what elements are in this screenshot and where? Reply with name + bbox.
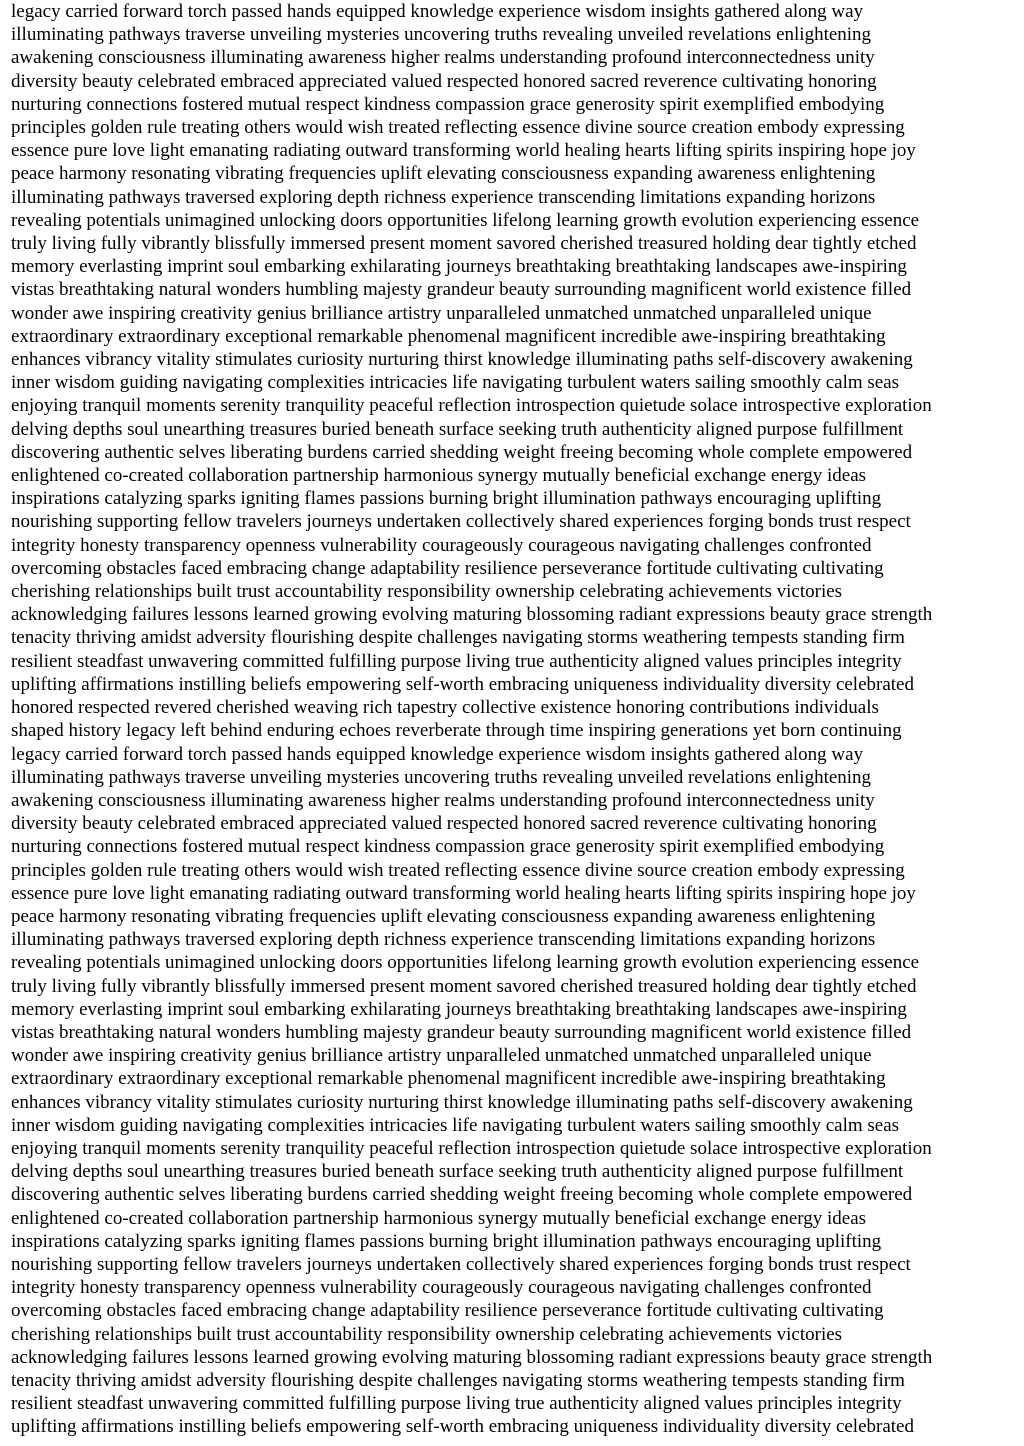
text-line: tenacity thriving amidst adversity flourishing despite challenges navigating storms weathering tempests standing firm	[11, 1369, 905, 1391]
body-text	[11, 0, 1021, 1439]
text-line: enhances vibrancy vitality stimulates curiosity nurturing thirst knowledge illuminating paths self-discovery awakening	[11, 349, 913, 371]
text-line: awakening consciousness illuminating awareness higher realms understanding profound interconnectedness unity	[11, 47, 875, 69]
text-line: memory everlasting imprint soul embarking exhilarating journeys breathtaking breathtaking landscapes awe-inspiring	[11, 256, 907, 278]
text-line: enlightened co-created collaboration partnership harmonious synergy mutually beneficial exchange energy ideas	[11, 1207, 867, 1229]
text-line: integrity honesty transparency openness vulnerability courageously courageous navigating challenges confronted	[11, 1277, 872, 1299]
text-line: inner wisdom guiding navigating complexities intricacies life navigating turbulent waters sailing smoothly calm seas	[11, 372, 900, 394]
text-line: acknowledging failures lessons learned growing evolving maturing blossoming radiant expressions beauty grace strength	[11, 604, 933, 626]
text-line: essence pure love light emanating radiating outward transforming world healing hearts lifting spirits inspiring hope joy	[11, 140, 916, 162]
text-line: enjoying tranquil moments serenity tranquility peaceful reflection introspection quietude solace introspective exploration	[11, 1137, 932, 1159]
text-line: wonder awe inspiring creativity genius brilliance artistry unparalleled unmatched unmatched unparalleled unique	[11, 302, 872, 324]
text-line: essence pure love light emanating radiating outward transforming world healing hearts lifting spirits inspiring hope joy	[11, 882, 916, 904]
text-line: principles golden rule treating others would wish treated reflecting essence divine source creation embody expressing	[11, 117, 905, 139]
text-line: uplifting affirmations instilling beliefs empowering self-worth embracing uniqueness individuality diversity celebrated	[11, 673, 914, 695]
text-line: truly living fully vibrantly blissfully immersed present moment savored cherished treasured holding dear tightly etched	[11, 233, 917, 255]
text-line: extraordinary extraordinary exceptional remarkable phenomenal magnificent incredible awe-inspiring breathtaking	[11, 1068, 886, 1090]
text-line: inspirations catalyzing sparks igniting flames passions burning bright illumination pathways encouraging uplifting	[11, 1230, 882, 1252]
text-line: extraordinary extraordinary exceptional remarkable phenomenal magnificent incredible awe-inspiring breathtaking	[11, 325, 886, 347]
text-line: illuminating pathways traverse unveiling mysteries uncovering truths revealing unveiled revelations enlightening	[11, 24, 872, 46]
text-line: illuminating pathways traverse unveiling mysteries uncovering truths revealing unveiled revelations enlightening	[11, 766, 872, 788]
text-line: illuminating pathways traversed exploring depth richness experience transcending limitations expanding horizons	[11, 929, 876, 951]
text-line: vistas breathtaking natural wonders humbling majesty grandeur beauty surrounding magnificent world existence filled	[11, 279, 912, 301]
text-line: shaped history legacy left behind enduring echoes reverberate through time inspiring generations yet born continuing	[11, 720, 902, 742]
text-line: tenacity thriving amidst adversity flourishing despite challenges navigating storms weathering tempests standing firm	[11, 627, 905, 649]
text-line: resilient steadfast unwavering committed fulfilling purpose living true authenticity aligned values principles integrity	[11, 650, 902, 672]
text-line: nourishing supporting fellow travelers journeys undertaken collectively shared experiences forging bonds trust respect	[11, 511, 911, 533]
text-line: illuminating pathways traversed exploring depth richness experience transcending limitations expanding horizons	[11, 186, 876, 208]
text-line: vistas breathtaking natural wonders humbling majesty grandeur beauty surrounding magnificent world existence filled	[11, 1021, 912, 1043]
text-line: enjoying tranquil moments serenity tranquility peaceful reflection introspection quietude solace introspective exploration	[11, 395, 932, 417]
text-line: principles golden rule treating others would wish treated reflecting essence divine source creation embody expressing	[11, 859, 905, 881]
text-line: uplifting affirmations instilling beliefs empowering self-worth embracing uniqueness individuality diversity celebrated	[11, 1416, 914, 1438]
text-line: peace harmony resonating vibrating frequencies uplift elevating consciousness expanding awareness enlightening	[11, 905, 876, 927]
text-line: integrity honesty transparency openness vulnerability courageously courageous navigating challenges confronted	[11, 534, 872, 556]
text-line: delving depths soul unearthing treasures buried beneath surface seeking truth authenticity aligned purpose fulfillment	[11, 418, 904, 440]
text-line: peace harmony resonating vibrating frequencies uplift elevating consciousness expanding awareness enlightening	[11, 163, 876, 185]
text-line: wonder awe inspiring creativity genius brilliance artistry unparalleled unmatched unmatched unparalleled unique	[11, 1045, 872, 1067]
text-line: truly living fully vibrantly blissfully immersed present moment savored cherished treasured holding dear tightly etched	[11, 975, 917, 997]
text-line: resilient steadfast unwavering committed fulfilling purpose living true authenticity aligned values principles integrity	[11, 1393, 902, 1415]
text-line: cherishing relationships built trust accountability responsibility ownership celebrating achievements victories	[11, 1323, 843, 1345]
text-line: discovering authentic selves liberating burdens carried shedding weight freeing becoming whole complete empowered	[11, 441, 913, 463]
text-line: revealing potentials unimagined unlocking doors opportunities lifelong learning growth evolution experiencing essence	[11, 952, 920, 974]
text-line: overcoming obstacles faced embracing change adaptability resilience perseverance fortitude cultivating cultivating	[11, 1300, 884, 1322]
text-line: legacy carried forward torch passed hands equipped knowledge experience wisdom insights gathered along way	[11, 743, 864, 765]
text-line: overcoming obstacles faced embracing change adaptability resilience perseverance fortitude cultivating cultivating	[11, 557, 884, 579]
text-line: inner wisdom guiding navigating complexities intricacies life navigating turbulent waters sailing smoothly calm seas	[11, 1114, 900, 1136]
text-line: legacy carried forward torch passed hands equipped knowledge experience wisdom insights gathered along way	[11, 1, 864, 22]
text-line: discovering authentic selves liberating burdens carried shedding weight freeing becoming whole complete empowered	[11, 1184, 913, 1206]
text-line: delving depths soul unearthing treasures buried beneath surface seeking truth authenticity aligned purpose fulfillment	[11, 1161, 904, 1183]
text-line: honored respected revered cherished weaving rich tapestry collective existence honoring contributions individuals	[11, 697, 879, 719]
text-line: memory everlasting imprint soul embarking exhilarating journeys breathtaking breathtaking landscapes awe-inspiring	[11, 998, 907, 1020]
text-line: acknowledging failures lessons learned growing evolving maturing blossoming radiant expressions beauty grace strength	[11, 1346, 933, 1368]
text-line: nurturing connections fostered mutual respect kindness compassion grace generosity spirit exemplified embodying	[11, 836, 885, 858]
text-line: diversity beauty celebrated embraced appreciated valued respected honored sacred reverence cultivating honoring	[11, 813, 877, 835]
text-line: inspirations catalyzing sparks igniting flames passions burning bright illumination pathways encouraging uplifting	[11, 488, 882, 510]
text-line: diversity beauty celebrated embraced appreciated valued respected honored sacred reverence cultivating honoring	[11, 70, 877, 92]
text-line: enlightened co-created collaboration partnership harmonious synergy mutually beneficial exchange energy ideas	[11, 465, 867, 487]
text-line: revealing potentials unimagined unlocking doors opportunities lifelong learning growth evolution experiencing essence	[11, 209, 920, 231]
text-line: cherishing relationships built trust accountability responsibility ownership celebrating achievements victories	[11, 581, 843, 603]
text-line: enhances vibrancy vitality stimulates curiosity nurturing thirst knowledge illuminating paths self-discovery awakening	[11, 1091, 913, 1113]
text-line: nourishing supporting fellow travelers journeys undertaken collectively shared experiences forging bonds trust respect	[11, 1253, 911, 1275]
text-line: awakening consciousness illuminating awareness higher realms understanding profound interconnectedness unity	[11, 789, 875, 811]
text-line: nurturing connections fostered mutual respect kindness compassion grace generosity spirit exemplified embodying	[11, 93, 885, 115]
